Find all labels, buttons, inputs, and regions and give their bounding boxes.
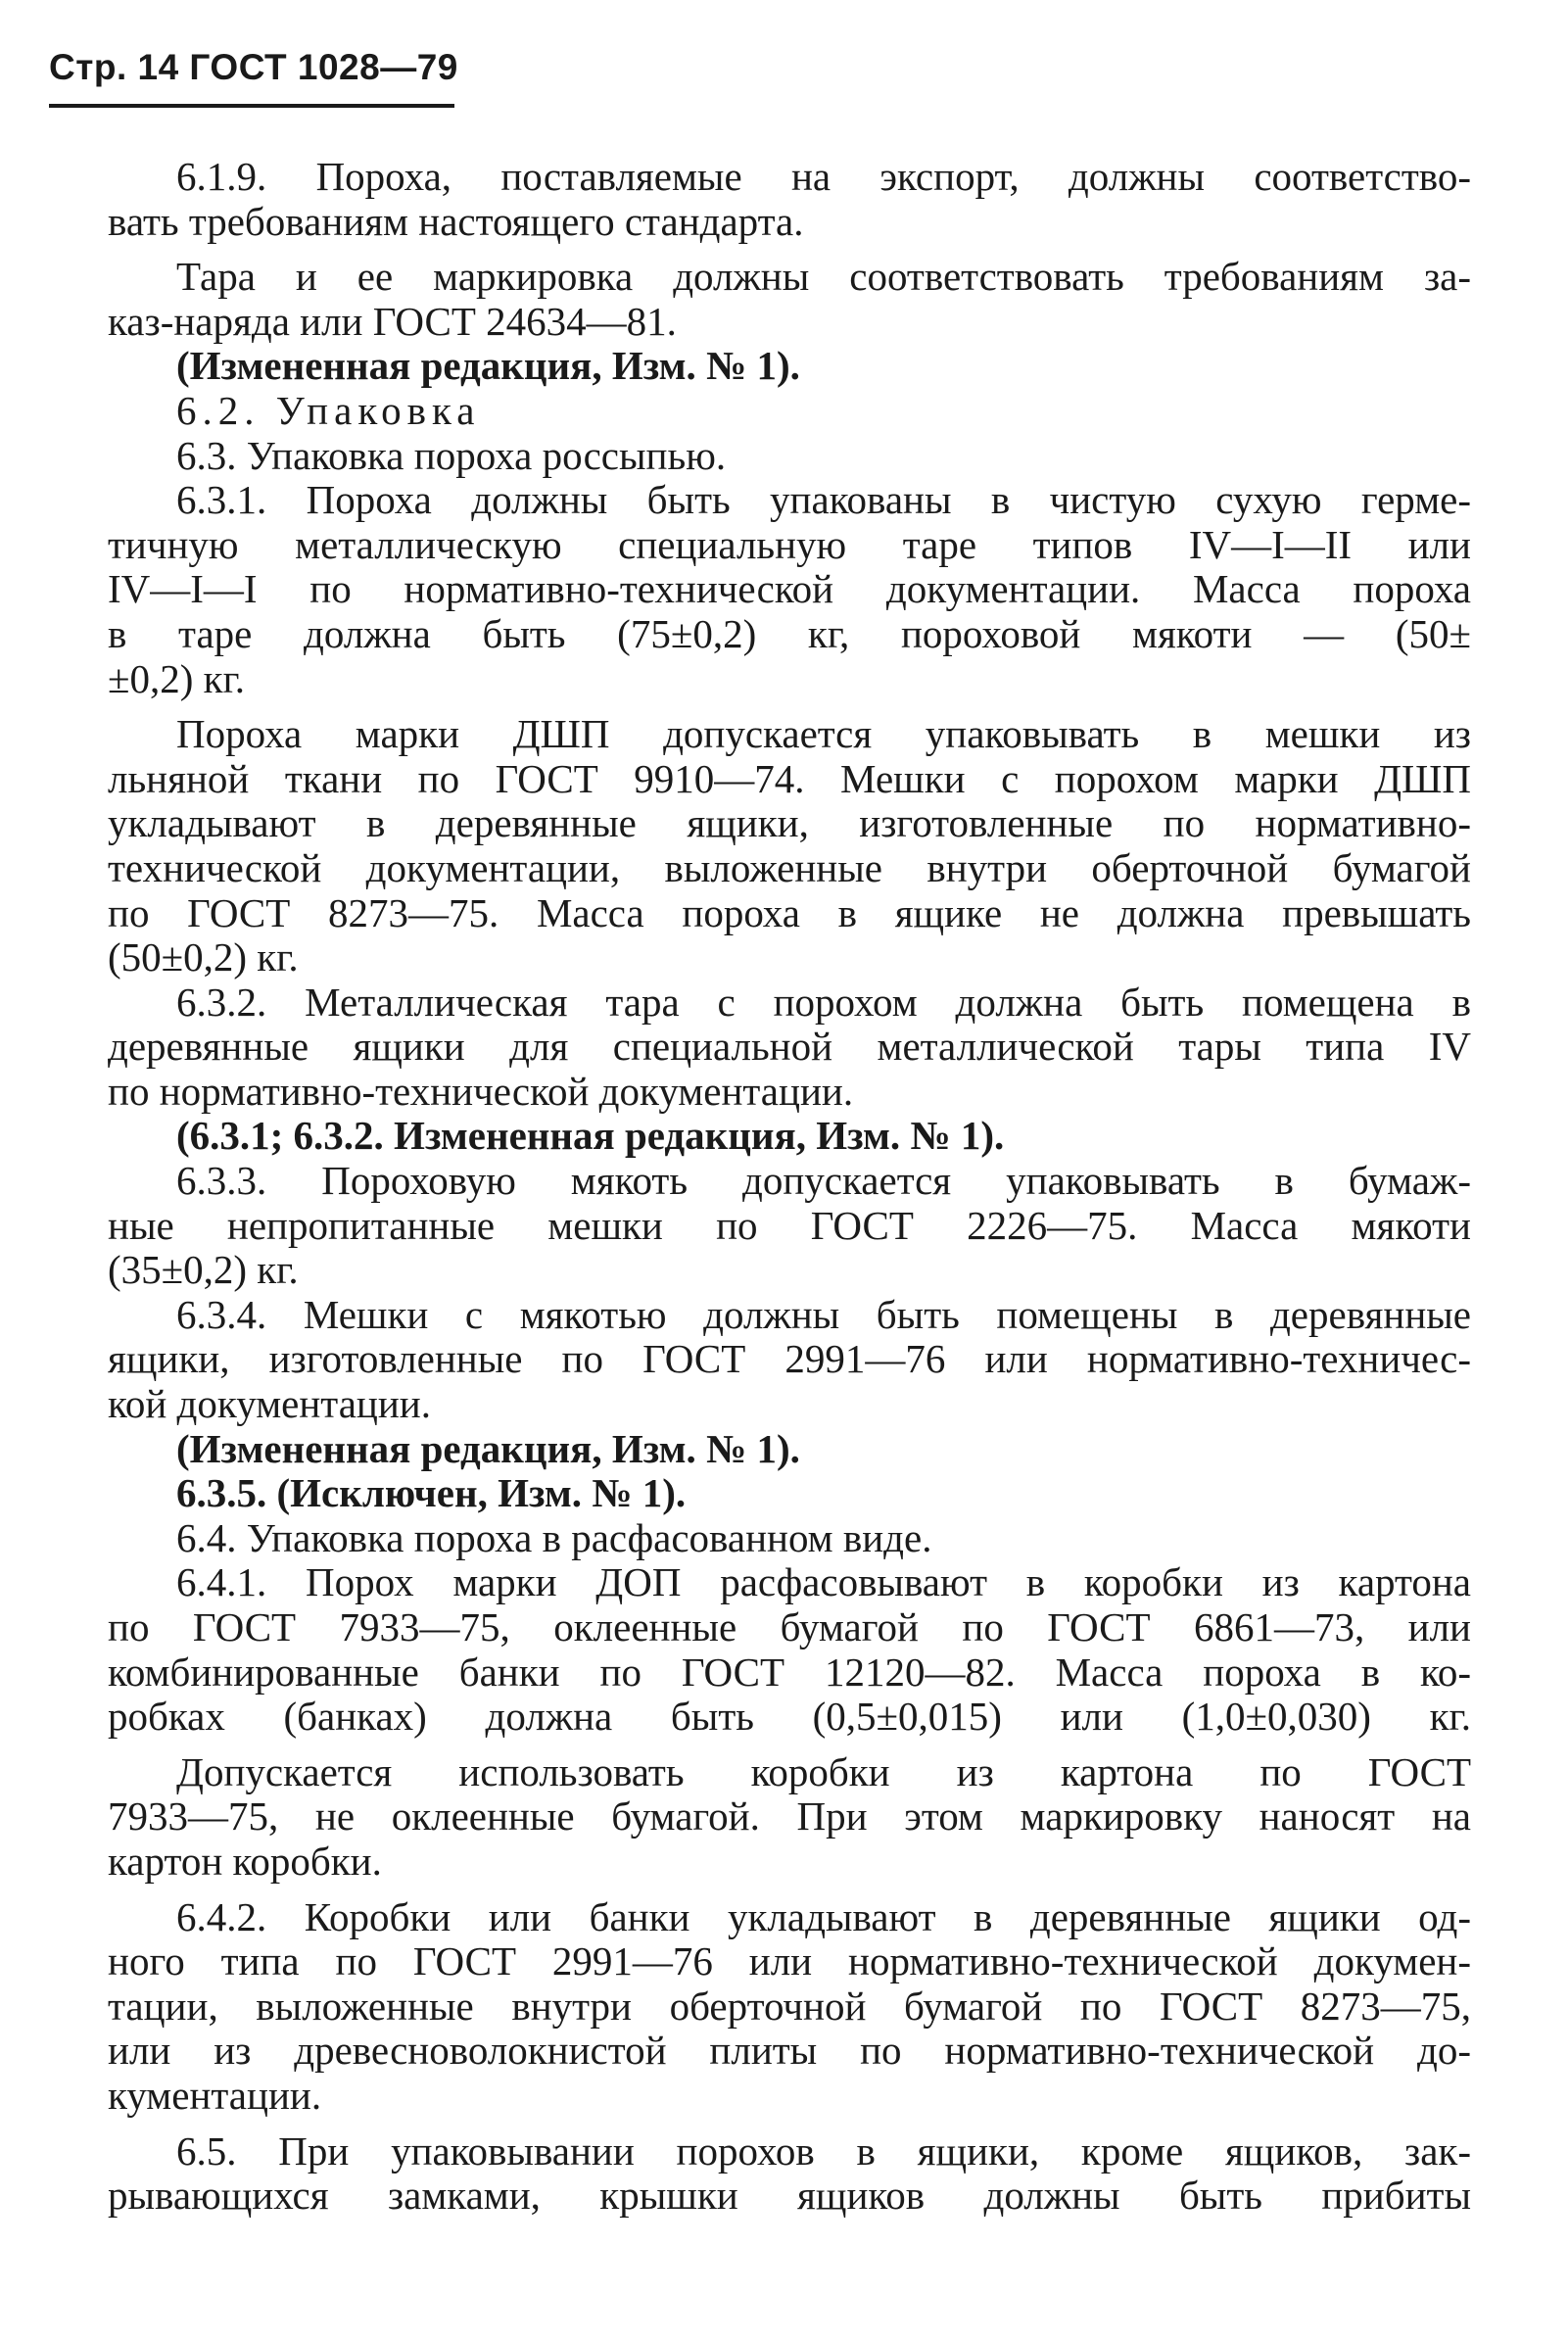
text-line: укладывают в деревянные ящики, изготовленные по нормативно- xyxy=(108,800,1471,846)
text-line: картон коробки. xyxy=(108,1838,382,1884)
text-line: каз-наряда или ГОСТ 24634—81. xyxy=(108,298,677,344)
text-line: 6.1.9. Пороха, поставляемые на экспорт, должны соответство- xyxy=(176,154,1471,199)
text-line: льняной ткани по ГОСТ 9910—74. Мешки с порохом марки ДШП xyxy=(108,755,1471,801)
page-header: Стр. 14 ГОСТ 1028—79 xyxy=(49,47,458,87)
text-line: (35±0,2) кг. xyxy=(108,1247,299,1293)
text-line: технической документации, выложенные внутри оберточной бумагой xyxy=(108,844,1471,890)
text-line: комбинированные банки по ГОСТ 12120—82. Масса пороха в ко- xyxy=(108,1649,1471,1695)
text-line: или из древесноволокнистой плиты по нормативно-технической до- xyxy=(108,2028,1471,2074)
text-line: 6.5. При упаковывании порохов в ящики, кроме ящиков, зак- xyxy=(176,2127,1471,2174)
text-line: Пороха марки ДШП допускается упаковывать в мешки из xyxy=(176,711,1471,757)
document-body xyxy=(108,155,1471,2219)
text-line: робках (банках) должна быть (0,5±0,015) или (1,0±0,030) кг. xyxy=(108,1694,1471,1740)
text-line: 6.3.4. Мешки с мякотью должны быть помещены в деревянные xyxy=(176,1291,1471,1337)
text-line: по ГОСТ 8273—75. Масса пороха в ящике не должна превышать xyxy=(108,889,1471,935)
text-line: ±0,2) кг. xyxy=(108,655,246,701)
text-line: 6.3.1. Пороха должны быть упакованы в чистую сухую герме- xyxy=(176,477,1471,523)
text-line: деревянные ящики для специальной металлической тары типа IV xyxy=(108,1024,1471,1070)
text-line: тации, выложенные внутри оберточной бумагой по ГОСТ 8273—75, xyxy=(108,1983,1471,2029)
text-line: 6.2. Упаковка xyxy=(176,387,481,433)
header-underline xyxy=(49,104,454,108)
text-line: ящики, изготовленные по ГОСТ 2991—76 или нормативно-техничес- xyxy=(108,1336,1471,1382)
text-line: ного типа по ГОСТ 2991—76 или нормативно-технической докумен- xyxy=(108,1938,1471,1984)
text-line: 6.4.2. Коробки или банки укладывают в деревянные ящики од- xyxy=(176,1893,1471,1939)
text-line: (Измененная редакция, Изм. № 1). xyxy=(176,1425,800,1471)
text-line: кой документации. xyxy=(108,1381,431,1427)
text-line: (Измененная редакция, Изм. № 1). xyxy=(176,343,800,389)
text-line: в таре должна быть (75±0,2) кг, пороховой мякоти — (50± xyxy=(108,610,1471,656)
text-line: 6.3.2. Металлическая тара с порохом должна быть помещена в xyxy=(176,979,1471,1025)
text-line: по нормативно-технической документации. xyxy=(108,1068,854,1114)
text-line: по ГОСТ 7933—75, оклеенные бумагой по ГОСТ 6861—73, или xyxy=(108,1604,1471,1649)
text-line: 6.3.5. (Исключен, Изм. № 1). xyxy=(176,1470,687,1516)
text-line: 6.3.3. Пороховую мякоть допускается упаковывать в бумаж- xyxy=(176,1158,1471,1204)
text-line: тичную металлическую специальную таре типов IV—I—II или xyxy=(108,521,1471,567)
text-line: 6.4.1. Порох марки ДОП расфасовывают в коробки из картона xyxy=(176,1559,1471,1605)
text-line: Допускается использовать коробки из картона по ГОСТ xyxy=(176,1748,1471,1794)
text-line: 6.3. Упаковка пороха россыпью. xyxy=(176,432,727,478)
text-line: кументации. xyxy=(108,2072,322,2118)
text-line: вать требованиям настоящего стандарта. xyxy=(108,198,804,244)
text-line: 7933—75, не оклеенные бумагой. При этом маркировку наносят на xyxy=(108,1793,1471,1840)
text-line: 6.4. Упаковка пороха в расфасованном виде. xyxy=(176,1514,932,1560)
text-line: (6.3.1; 6.3.2. Измененная редакция, Изм. № 1). xyxy=(176,1113,1005,1159)
text-line: IV—I—I по нормативно-технической документации. Масса пороха xyxy=(108,566,1471,612)
text-line: рывающихся замками, крышки ящиков должны быть прибиты xyxy=(108,2173,1471,2219)
text-line: Тара и ее маркировка должны соответствовать требованиям за- xyxy=(176,254,1471,300)
text-line: ные непропитанные мешки по ГОСТ 2226—75. Масса мякоти xyxy=(108,1202,1471,1248)
text-line: (50±0,2) кг. xyxy=(108,934,299,980)
